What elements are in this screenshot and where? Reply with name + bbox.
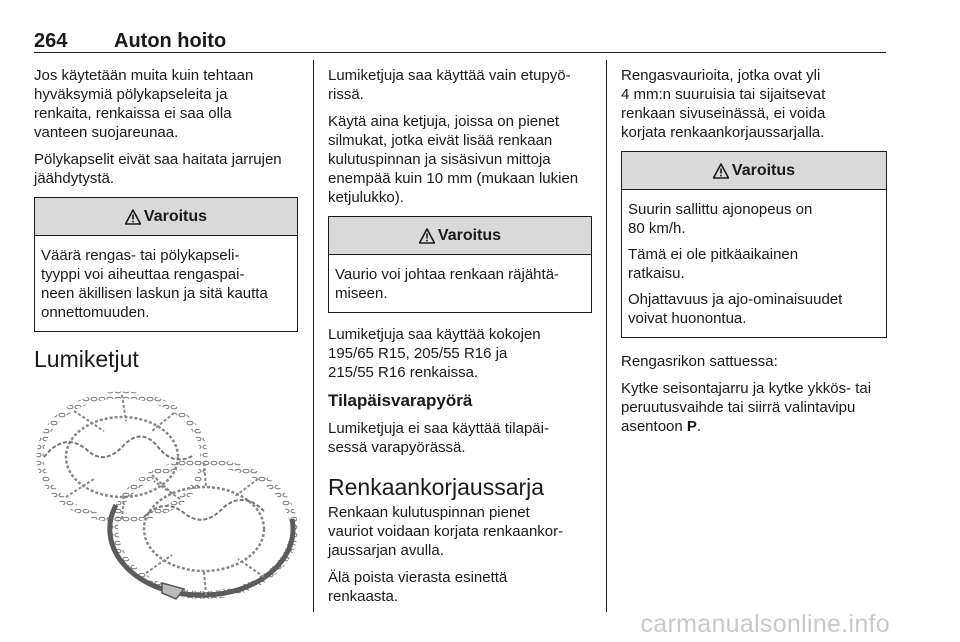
heading-snow-chains: Lumiketjut — [34, 346, 139, 372]
paragraph-repair-kit: Renkaan kulutuspinnan pienet vauriot voidaan korjata renkaankor- jaussarjan avulla. — [328, 504, 564, 559]
warning-box — [621, 151, 887, 338]
paragraph-chain-links: Käytä aina ketjuja, joissa on pienet silmukat, jotka eivät lisää renkaan kulutuspinnan ja sisäsivun mittoja enempää kuin 10 mm (mukaan lukien ketjulukko). — [328, 113, 579, 206]
warning-label: Varoitus — [143, 207, 208, 225]
paragraph-spare-chains: Lumiketjuja ei saa käyttää tilapäi- sessä varapyörässä. — [328, 420, 549, 456]
column-3 — [621, 66, 887, 444]
watermark: carmanualsonline.info — [640, 610, 890, 638]
paragraph-flat-tyre: Rengasrikon sattuessa: — [621, 353, 778, 370]
warning-header — [35, 198, 297, 236]
warning-text: Väärä rengas- tai pölykapseli- tyyppi voi aiheuttaa rengaspai- neen äkillisen laskun ja sitä kautta onnettomuuden. — [41, 247, 268, 321]
paragraph-tyre-sizes: Lumiketjuja saa käyttää kokojen 195/65 R15, 205/55 R16 ja 215/55 R16 renkaissa. — [328, 326, 541, 381]
warning-box — [328, 216, 592, 313]
warning-text-handling: Ohjattavuus ja ajo-ominaisuudet voivat huonontua. — [628, 291, 843, 327]
warning-header — [622, 152, 886, 190]
page-number: 264 — [34, 30, 68, 52]
sentence-end: . — [696, 418, 702, 435]
column-2 — [328, 66, 592, 614]
warning-label: Varoitus — [437, 226, 502, 244]
paragraph-parking-brake — [621, 379, 887, 436]
warning-header — [329, 217, 591, 255]
gear-position-p: P — [686, 418, 697, 435]
warning-triangle-icon — [419, 228, 435, 244]
warning-label: Varoitus — [731, 161, 796, 179]
warning-triangle-icon — [713, 163, 729, 179]
warning-body — [35, 236, 297, 331]
column-divider-1 — [313, 60, 314, 612]
warning-text-temporary: Tämä ei ole pitkäaikainen ratkaisu. — [628, 246, 799, 282]
chapter-title: Auton hoito — [114, 30, 227, 52]
warning-body — [329, 255, 591, 312]
column-divider-2 — [606, 60, 607, 612]
parking-brake-text: Kytke seisontajarru ja kytke ykkös- tai peruutusvaihde tai siirrä valintavipu asentoon — [621, 380, 872, 435]
paragraph-front-wheels: Lumiketjuja saa käyttää vain etupyö- rissä. — [328, 67, 571, 103]
paragraph-foreign-object: Älä poista vierasta esinettä renkaasta. — [328, 569, 508, 605]
warning-box — [34, 197, 298, 332]
warning-triangle-icon — [125, 209, 141, 225]
heading-repair-kit: Renkaankorjaussarja — [328, 474, 545, 500]
paragraph-hubcaps: Jos käytetään muita kuin tehtaan hyväksymiä pölykapseleita ja renkaita, renkaissa ei saa olla vanteen suojareunaa. — [34, 67, 254, 141]
paragraph-damage-size: Rengasvaurioita, jotka ovat yli 4 mm:n suuruisia tai sijaitsevat renkaan sivuseinässä, ei voida korjata renkaankorjaussarjalla. — [621, 67, 826, 141]
warning-text-speed: Suurin sallittu ajonopeus on 80 km/h. — [628, 201, 813, 237]
column-1 — [34, 66, 298, 610]
warning-text: Vaurio voi johtaa renkaan räjähtä- miseen. — [335, 266, 560, 302]
header-rule — [34, 52, 886, 53]
snow-chains-illustration — [34, 387, 298, 605]
warning-body — [622, 190, 886, 337]
page-header — [34, 30, 886, 52]
heading-temporary-spare: Tilapäisvarapyörä — [328, 391, 473, 410]
paragraph-brake-cooling: Pölykapselit eivät saa haitata jarrujen jäähdytystä. — [34, 151, 282, 187]
